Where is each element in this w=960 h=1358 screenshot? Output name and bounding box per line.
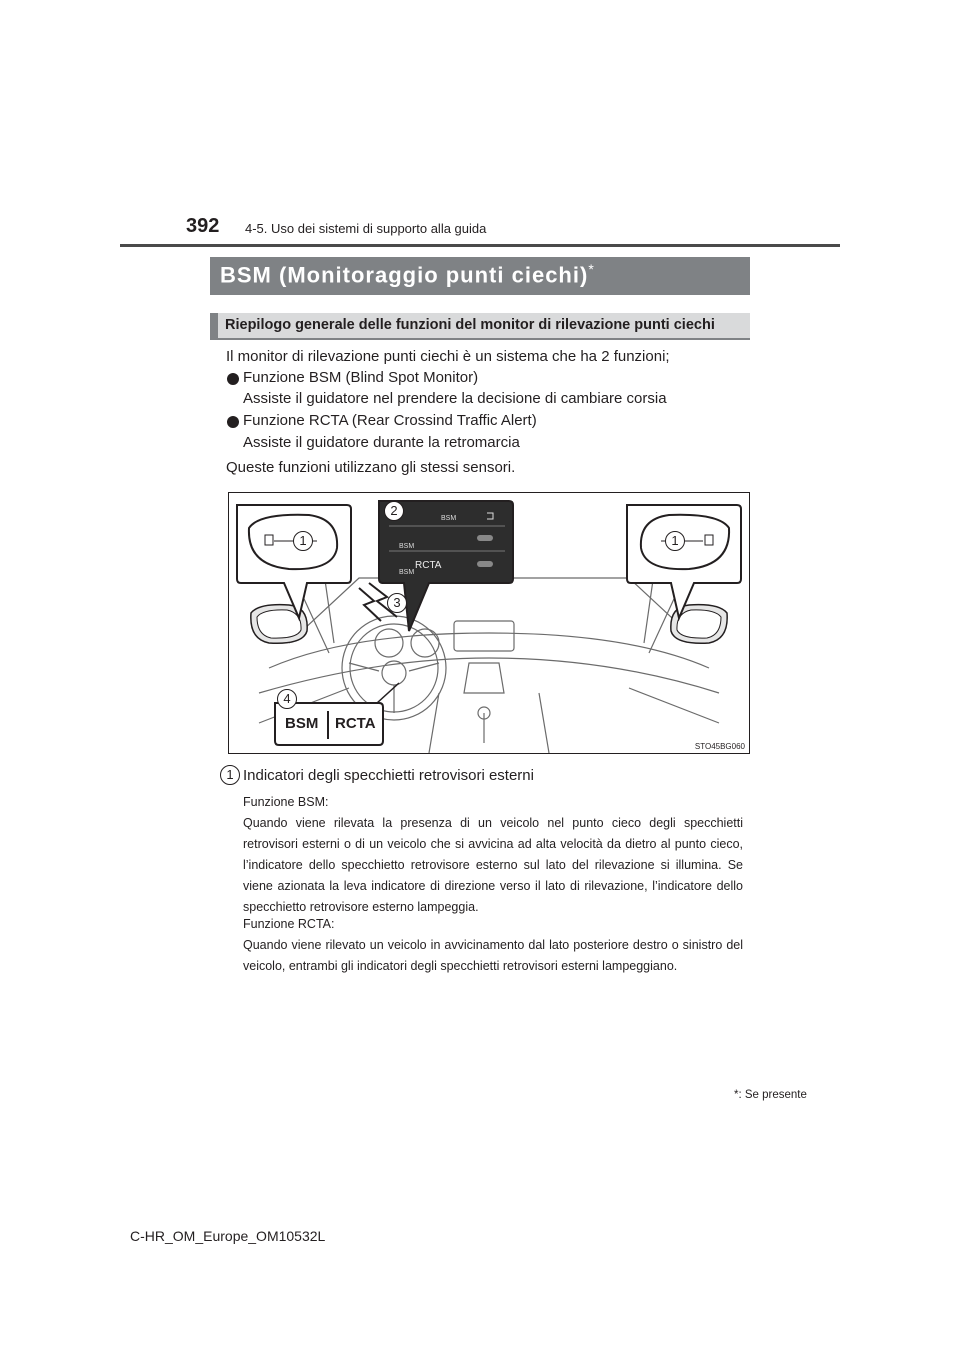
screen-label-rcta: RCTA	[415, 560, 442, 571]
rcta-description: Quando viene rilevato un veicolo in avvicinamento dal lato posteriore destro o sinistro del veicolo, entrambi gli indicatori degli specchietti retrovisori esterni lampeggiano.	[243, 938, 743, 973]
callout-number: 2	[384, 501, 404, 521]
callout-number: 3	[387, 593, 407, 613]
function-bsm-desc: Assiste il guidatore nel prendere la decisione di cambiare corsia	[243, 390, 667, 407]
screen-label: BSM	[399, 543, 415, 550]
callout-number: 1	[665, 531, 685, 551]
callout-number: 1	[293, 531, 313, 551]
page-title	[220, 261, 595, 288]
function-bsm-name: Funzione BSM (Blind Spot Monitor)	[243, 369, 479, 386]
page-number: 392	[186, 215, 220, 237]
switch-label-bsm: BSM	[285, 715, 319, 732]
intro-text: Il monitor di rilevazione punti ciechi è un sistema che ha 2 funzioni;	[226, 348, 670, 365]
function-rcta-desc: Assiste il guidatore durante la retromarcia	[243, 434, 520, 451]
figure-code: STO45BG060	[694, 742, 745, 751]
footnote-text: : Se presente	[738, 1089, 807, 1101]
page-title-text: BSM (Monitoraggio punti ciechi)	[220, 262, 589, 288]
footnote-mark: *	[734, 1089, 739, 1101]
bsm-heading: Funzione BSM:	[243, 795, 329, 809]
header-rule	[120, 244, 840, 247]
subheading-bar	[210, 313, 750, 340]
subheading-text: Riepilogo generale delle funzioni del monitor di rilevazione punti ciechi	[225, 317, 715, 333]
item-title: Indicatori degli specchietti retrovisori esterni	[243, 767, 534, 784]
dashboard-figure	[228, 492, 750, 754]
item-number: 1	[220, 765, 240, 785]
section-title: 4-5. Uso dei sistemi di supporto alla guida	[245, 221, 487, 236]
callout-number: 4	[277, 689, 297, 709]
footer-doc-code: C-HR_OM_Europe_OM10532L	[130, 1228, 326, 1244]
bullet	[227, 416, 239, 428]
bullet	[227, 373, 239, 385]
closing-text: Queste funzioni utilizzano gli stessi sensori.	[226, 459, 516, 476]
screen-label: BSM	[441, 515, 457, 522]
function-rcta-name: Funzione RCTA (Rear Crossind Traffic Alert)	[243, 412, 537, 429]
rcta-heading: Funzione RCTA:	[243, 917, 335, 931]
title-footnote-mark: *	[588, 261, 595, 277]
subheading-accent	[210, 313, 218, 340]
footnote	[734, 1089, 807, 1101]
screen-label: BSM	[399, 569, 415, 576]
switch-label-rcta: RCTA	[335, 715, 376, 732]
title-bar	[210, 257, 750, 295]
bsm-description: Quando viene rilevata la presenza di un veicolo nel punto cieco degli specchietti retrovisori esterni o di un veicolo che si avvicina ad alta velocità da dietro al punto cieco, l’indicatore dello specchietto retrovisore esterno sul lato del rilevazione si illumina. Se viene azionata la leva indicatore di direzione verso il lato di rilevazione, l’indicatore dello specchietto retrovisore esterno lampeggia.	[243, 816, 743, 914]
